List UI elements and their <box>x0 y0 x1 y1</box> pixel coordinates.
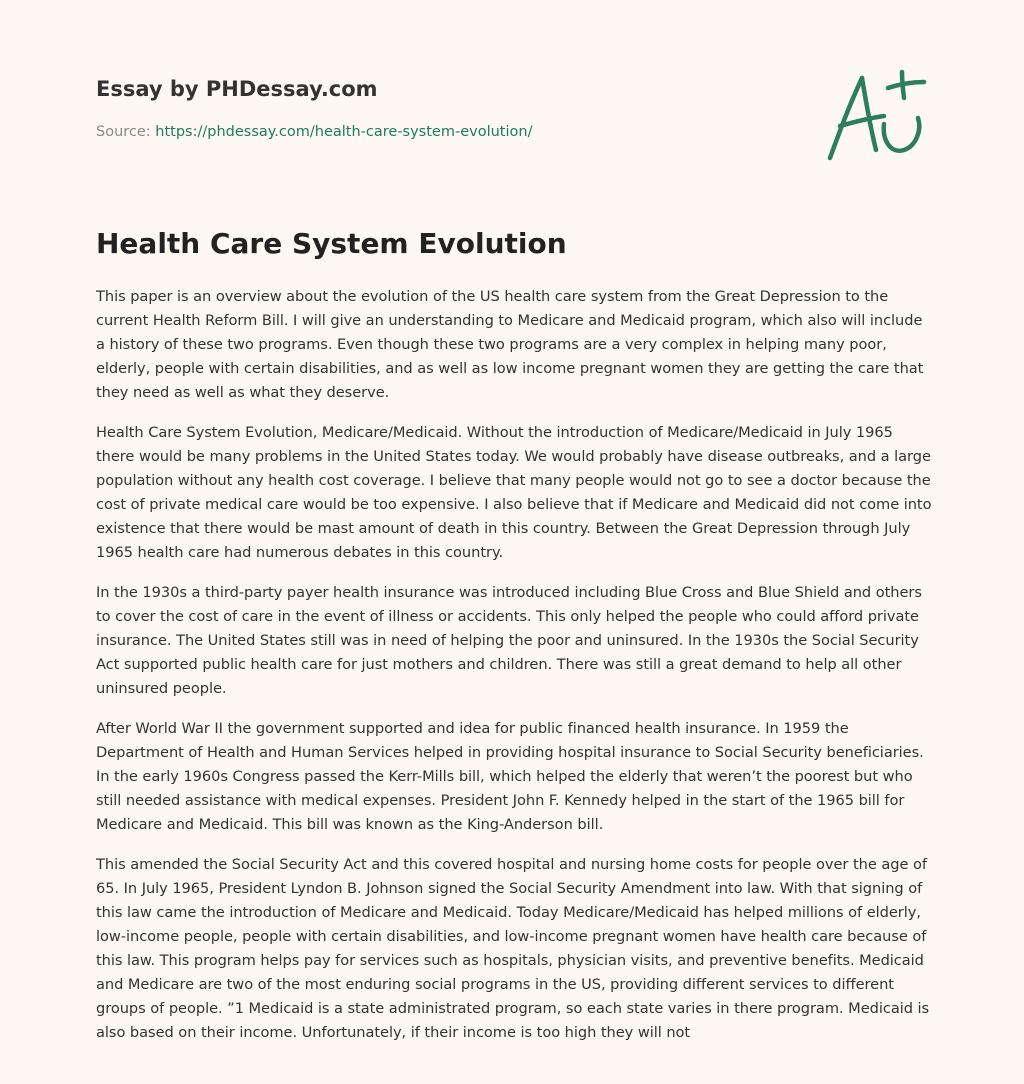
article-title: Health Care System Evolution <box>96 227 567 260</box>
paragraph: After World War II the government supported and idea for public financed health insurance. In 1959 the Department of Health and Human Services helped in providing hospital insurance to Social Security beneficiaries. In the early 1960s Congress passed the Kerr-Mills bill, which helped the elderly that weren’t the poorest but who still needed assistance with medical expenses. President John F. Kennedy helped in the start of the 1965 bill for Medicare and Medicaid. This bill was known as the King-Anderson bill. <box>96 720 924 833</box>
a-plus-grade-icon <box>822 68 932 164</box>
paragraph: This paper is an overview about the evolution of the US health care system from the Great Depression to the current Health Reform Bill. I will give an understanding to Medicare and Medicaid program, which also will include a history of these two programs. Even though these two programs are a very complex in helping many poor, elderly, people with certain disabilities, and as well as low income pregnant women they are getting the care that they need as well as what they deserve. <box>96 288 924 401</box>
paragraph: This amended the Social Security Act and this covered hospital and nursing home costs for people over the age of 65. In July 1965, President Lyndon B. Johnson signed the Social Security Amendment into law. With that signing of this law came the introduction of Medicare and Medicaid. Today Medicare/Medicaid has helped millions of elderly, low-income people, people with certain disabilities, and low-income pregnant women have health care because of this law. This program helps pay for services such as hospitals, physician visits, and preventive benefits. Medicaid and Medicare are two of the most enduring social programs in the US, providing different services to different groups of people. ”1 Medicaid is a state administrated program, so each state varies in there program. Medicaid is also based on their income. Unfortunately, if their income is too high they will not <box>96 856 930 1041</box>
source-link[interactable]: https://phdessay.com/health-care-system-evolution/ <box>155 124 533 140</box>
source-line <box>96 122 796 142</box>
source-label: Source: <box>96 124 151 140</box>
article-body <box>96 285 934 1061</box>
paragraph: In the 1930s a third-party payer health insurance was introduced including Blue Cross and Blue Shield and others to cover the cost of care in the event of illness or accidents. This only helped the people who could afford private insurance. The United States still was in need of helping the poor and uninsured. In the 1930s the Social Security Act supported public health care for just mothers and children. There was still a great demand to help all other uninsured people. <box>96 584 922 697</box>
paragraph: Health Care System Evolution, Medicare/Medicaid. Without the introduction of Medicare/Medicaid in July 1965 there would be many problems in the United States today. We would probably have disease outbreaks, and a large population without any health cost coverage. I believe that many people would not go to see a doctor because the cost of private medical care would be too expensive. I also believe that if Medicare and Medicaid did not come into existence that there would be mast amount of death in this country. Between the Great Depression through July 1965 health care had numerous debates in this country. <box>96 424 932 561</box>
site-brand: Essay by PHDessay.com <box>96 77 378 101</box>
page-header <box>96 74 796 142</box>
